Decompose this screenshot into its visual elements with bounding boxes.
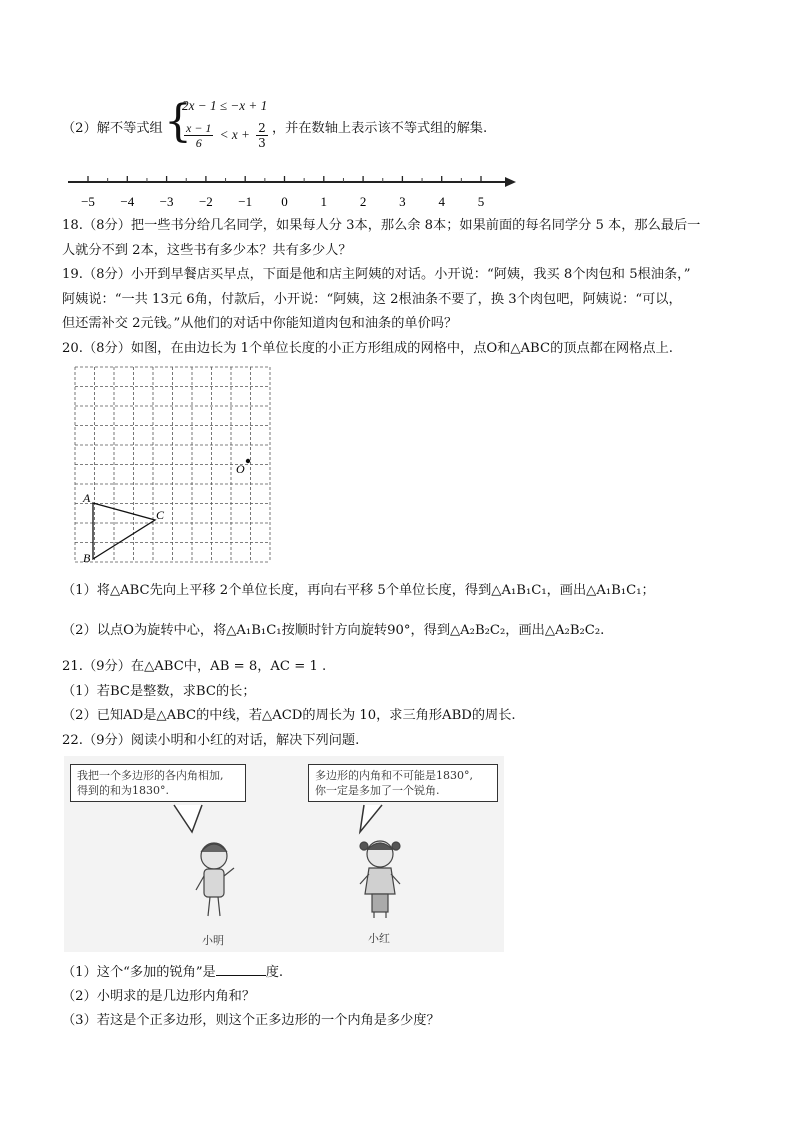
q17-2-suffix: [272, 120, 487, 138]
number-line-label: 4: [438, 194, 445, 209]
q22-illustration: [64, 756, 504, 952]
q21-sub-1: （1）若BC是整数，求BC的长；: [62, 684, 256, 699]
bubble-xiaohong-line-1: 多边形的内角和不可能是1830°,: [315, 769, 473, 782]
triangle-abc: [93, 503, 155, 559]
boy-xiaoming-icon: [196, 843, 234, 916]
q17-2-suffix-text: ，并在数轴上表示该不等式组的解集.: [272, 121, 488, 136]
number-line-label: 1: [320, 194, 328, 209]
fraction-numerator-2: 2: [258, 121, 266, 135]
label-o: O: [236, 462, 245, 476]
q21-stem: 21.（9分）在△ABC中，AB = 8，AC = 1 .: [62, 659, 327, 674]
kids-drawing: [64, 756, 504, 952]
q21-sub-2: （2）已知AD是△ABC的中线，若△ACD的周长为 10，求三角形ABD的周长.: [62, 708, 516, 723]
answer-blank[interactable]: [216, 963, 266, 976]
label-b: B: [83, 551, 91, 565]
number-line-label: 0: [281, 194, 288, 209]
q22-sub-1: [62, 963, 283, 982]
point-o: [246, 459, 250, 463]
number-line-label: −2: [198, 194, 213, 209]
bubble-tail-left: [174, 805, 202, 832]
number-line-ticks: [81, 176, 484, 209]
fraction-denominator: 6: [195, 136, 202, 150]
number-line-arrow-icon: [505, 177, 516, 187]
number-line-label: 3: [399, 194, 406, 209]
fraction-numerator: x − 1: [186, 121, 212, 135]
girl-xiaohong-icon: [360, 841, 400, 918]
q20-stem: 20.（8分）如图，在由边长为 1个单位长度的小正方形组成的网格中，点O和△ABC的顶点都在网格点上.: [62, 341, 673, 356]
q17-2-prefix: [62, 120, 163, 138]
number-line-label: −4: [120, 194, 135, 209]
name-xiaoming: 小明: [202, 934, 224, 947]
inequality-2-fraction: [184, 121, 213, 150]
bubble-xiaoming-line-1: 我把一个多边形的各内角相加,: [77, 769, 224, 782]
inequality-2-middle: < x +: [219, 127, 250, 142]
q19-line-2: 阿姨说：“一共 13元 6角，付款后，小开说：“阿姨，这 2根油条不要了，换 3个肉包吧，阿姨说：“可以，: [62, 292, 682, 307]
fraction-denominator-2: 3: [258, 136, 266, 150]
q22-sub-3: （3）若这是个正多边形，则这个正多边形的一个内角是多少度？: [62, 1013, 440, 1028]
name-xiaohong: 小红: [368, 932, 390, 945]
q22-sub-2: （2）小明求的是几边形内角和？: [62, 989, 256, 1004]
q19-line-1: 19.（8分）小开到早餐店买早点，下面是他和店主阿姨的对话。小开说：“阿姨，我买 8个肉包和 5根油条，”: [62, 267, 691, 282]
q20-sub-1: （1）将△ABC先向上平移 2个单位长度，再向右平移 5个单位长度，得到△A₁B₁C₁，画出△A₁B₁C₁；: [62, 583, 655, 598]
number-line-label: −1: [238, 194, 253, 209]
q18-line-1: 18.（8分）把一些书分给几名同学，如果每人分 3本，那么余 8本；如果前面的每名同学分 5 本，那么最后一: [62, 218, 701, 233]
q19-line-3: 但还需补交 2元钱。”从他们的对话中你能知道肉包和油条的单价吗？: [62, 316, 458, 331]
number-line-label: −5: [81, 194, 95, 209]
number-line-label: 2: [359, 194, 367, 209]
system-brace: {: [164, 96, 192, 147]
number-line-label: −3: [159, 194, 174, 209]
inequality-1: 2x − 1 ≤ −x + 1: [182, 98, 268, 113]
q20-sub-2: （2）以点O为旋转中心，将△A₁B₁C₁按顺时针方向旋转90°，得到△A₂B₂C₂，画出△A₂B₂C₂.: [62, 623, 605, 638]
q22-sub-1-text: （1）这个“多加的锐角”是: [62, 965, 216, 980]
inequality-2-fraction-2: [256, 121, 268, 150]
label-c: C: [156, 508, 165, 522]
bubble-xiaohong-line-2: 你一定是多加了一个锐角.: [315, 784, 440, 797]
q17-2-prefix-text: （2）解不等式组: [62, 121, 163, 136]
bubble-xiaoming-line-2: 得到的和为1830°.: [77, 784, 169, 797]
q22-stem: 22.（9分）阅读小明和小红的对话，解决下列问题.: [62, 733, 360, 748]
number-line-label: 5: [477, 194, 485, 209]
label-a: A: [83, 491, 91, 505]
q20-grid-figure: [70, 362, 280, 572]
inequality-2: [182, 121, 270, 150]
q18-line-2: 人就分不到 2本，这些书有多少本？共有多少人？: [62, 243, 352, 258]
bubble-tail-right: [360, 805, 382, 832]
q22-sub-1-unit: 度.: [265, 965, 284, 980]
